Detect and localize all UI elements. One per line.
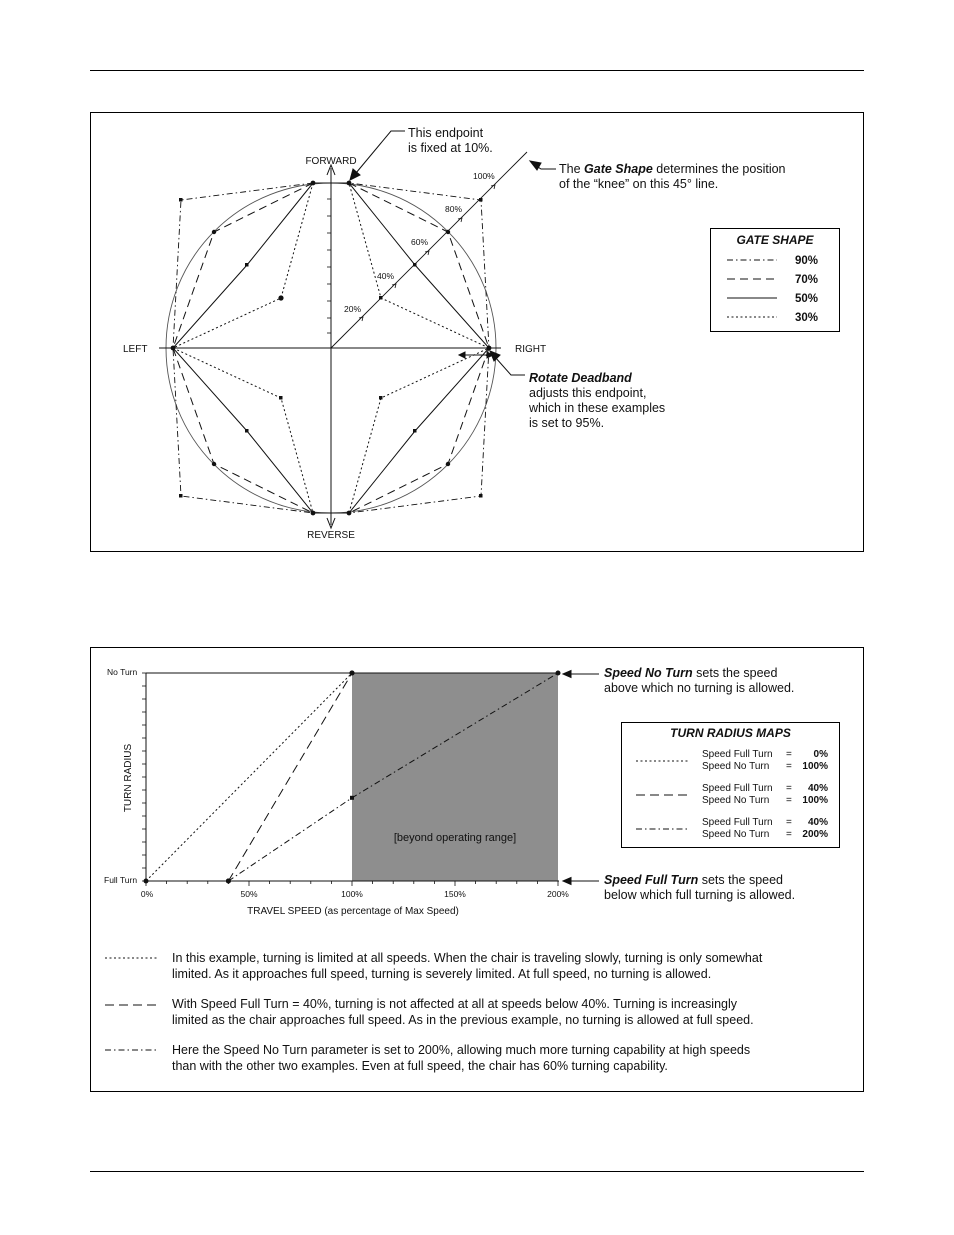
footnote-dashed — [172, 996, 772, 1028]
beyond-operating-range-area — [352, 673, 558, 881]
footnote-dashdot-line2: than with the other two examples. Even at full speed, the chair has 60% turning capability. — [172, 1059, 668, 1073]
legend1-r1-value: 0% — [813, 749, 828, 760]
knee-label-100: 100% — [473, 171, 495, 181]
axis-ticks — [327, 199, 331, 333]
turn-y-ticks — [142, 673, 146, 881]
no-turn-callout-post: sets the speed — [692, 666, 778, 680]
knee-label-60: 60% — [411, 237, 429, 247]
footnote-dashed-line1: With Speed Full Turn = 40%, turning is not affected at all at speeds below 40%. Turning is increasingly — [172, 997, 738, 1011]
reverse-label: REVERSE — [307, 530, 355, 541]
endpoint-callout — [408, 126, 493, 156]
legend2-r2-eq: = — [786, 795, 792, 806]
footnote-dotted-line1: In this example, turning is limited at all speeds. When the chair is traveling slowly, turning is only somewhat — [172, 951, 763, 965]
footnote-dashdot-line1: Here the Speed No Turn parameter is set to 200%, allowing much more turning capability at high speeds — [172, 1043, 751, 1057]
rotate-callout-line3: is set to 95%. — [529, 416, 605, 430]
gate-callout-line2: of the “knee” on this 45° line. — [559, 177, 719, 191]
gate-shape-legend — [710, 228, 840, 332]
turn-legend-title: TURN RADIUS MAPS — [670, 726, 791, 740]
x-axis-title: TRAVEL SPEED (as percentage of Max Speed) — [247, 906, 459, 917]
legend3-r2-value: 200% — [802, 829, 828, 840]
y-axis-title: TURN RADIUS — [123, 743, 134, 813]
gate-legend-swatches — [711, 249, 839, 329]
series-point-dashed — [350, 671, 355, 676]
gate-legend-30: 30% — [795, 312, 819, 324]
legend1-r2-value: 100% — [802, 761, 828, 772]
full-turn-callout-post: sets the speed — [698, 873, 784, 887]
footnote-dotted-line2: limited. As it approaches full speed, turning is severely limited. At full speed, no turning is allowed. — [172, 967, 712, 981]
no-turn-callout — [604, 666, 794, 696]
legend3-r2-eq: = — [786, 829, 792, 840]
left-label: LEFT — [123, 344, 148, 355]
series-point-dotted — [144, 879, 149, 884]
no-turn-callout-line2: above which no turning is allowed. — [604, 681, 795, 695]
turn-radius-panel — [90, 647, 864, 1092]
x-tick-label-200: 200% — [547, 889, 569, 899]
callout-arrows — [350, 131, 556, 375]
rotate-callout-em: Rotate Deadband — [529, 371, 632, 385]
legend2-r1-value: 40% — [807, 783, 828, 794]
legend3-r1-label: Speed Full Turn — [702, 817, 773, 828]
right-label: RIGHT — [515, 344, 547, 355]
turn-x-ticks — [146, 881, 558, 886]
header-rule — [90, 70, 864, 71]
gate-callout-post: determines the position — [652, 162, 786, 176]
endpoint-callout-line2: is fixed at 10%. — [408, 141, 493, 155]
gate-legend-title: GATE SHAPE — [736, 233, 814, 247]
turn-callout-arrows — [563, 671, 599, 885]
x-tick-label-0: 0% — [140, 889, 154, 899]
rotate-deadband-callout — [529, 371, 665, 431]
knee-label-20: 20% — [344, 304, 362, 314]
knee-tick-arrows — [359, 185, 495, 321]
legend1-r1-eq: = — [786, 749, 792, 760]
rotate-callout-line2: which in these examples — [529, 401, 666, 415]
beyond-operating-range-label: [beyond operating range] — [393, 832, 517, 844]
y-label-no-turn: No Turn — [107, 667, 138, 677]
legend2-r1-label: Speed Full Turn — [702, 783, 773, 794]
footer-rule — [90, 1171, 864, 1172]
gate-shape-panel — [90, 112, 864, 552]
legend2-r1-eq: = — [786, 783, 792, 794]
knee-45-line — [331, 152, 527, 348]
x-tick-label-100: 100% — [341, 889, 363, 899]
gate-callout-em: Gate Shape — [584, 162, 653, 176]
legend3-r1-eq: = — [786, 817, 792, 828]
legend3-r2-label: Speed No Turn — [702, 829, 770, 840]
rotate-callout-line1: adjusts this endpoint, — [529, 386, 647, 400]
full-turn-callout — [604, 873, 795, 903]
series-line-dotted — [146, 673, 352, 881]
full-turn-callout-em: Speed Full Turn — [604, 873, 699, 887]
forward-label: FORWARD — [305, 156, 357, 167]
gate-legend-70: 70% — [795, 274, 819, 286]
knee-label-80: 80% — [445, 204, 463, 214]
legend2-r2-value: 100% — [802, 795, 828, 806]
gate-legend-50: 50% — [795, 293, 819, 305]
turn-legend-content — [622, 741, 839, 845]
legend1-r1-label: Speed Full Turn — [702, 749, 773, 760]
turn-radius-legend — [621, 722, 840, 848]
legend1-r2-label: Speed No Turn — [702, 761, 770, 772]
series-point-dash-dot — [226, 879, 231, 884]
no-turn-callout-em: Speed No Turn — [604, 666, 693, 680]
legend1-r2-eq: = — [786, 761, 792, 772]
gate-shape-callout — [559, 162, 786, 192]
legend3-r1-value: 40% — [807, 817, 828, 828]
footnote-dashdot — [172, 1042, 772, 1074]
endpoint-callout-line1: This endpoint — [408, 126, 484, 140]
series-line-dashed — [228, 673, 352, 881]
series-point-dash-dot — [350, 796, 354, 800]
footnote-dotted — [172, 950, 772, 982]
series-point-dash-dot — [556, 671, 561, 676]
y-label-full-turn: Full Turn — [104, 875, 138, 885]
gate-callout-pre: The — [559, 162, 585, 176]
x-tick-label-150: 150% — [444, 889, 466, 899]
full-turn-callout-line2: below which full turning is allowed. — [604, 888, 796, 902]
gate-legend-90: 90% — [795, 255, 819, 267]
footnote-dashed-line2: limited as the chair approaches full speed. As in the previous example, no turning is allowed at full speed. — [172, 1013, 754, 1027]
knee-label-40: 40% — [377, 271, 395, 281]
legend2-r2-label: Speed No Turn — [702, 795, 770, 806]
x-tick-label-50: 50% — [240, 889, 258, 899]
